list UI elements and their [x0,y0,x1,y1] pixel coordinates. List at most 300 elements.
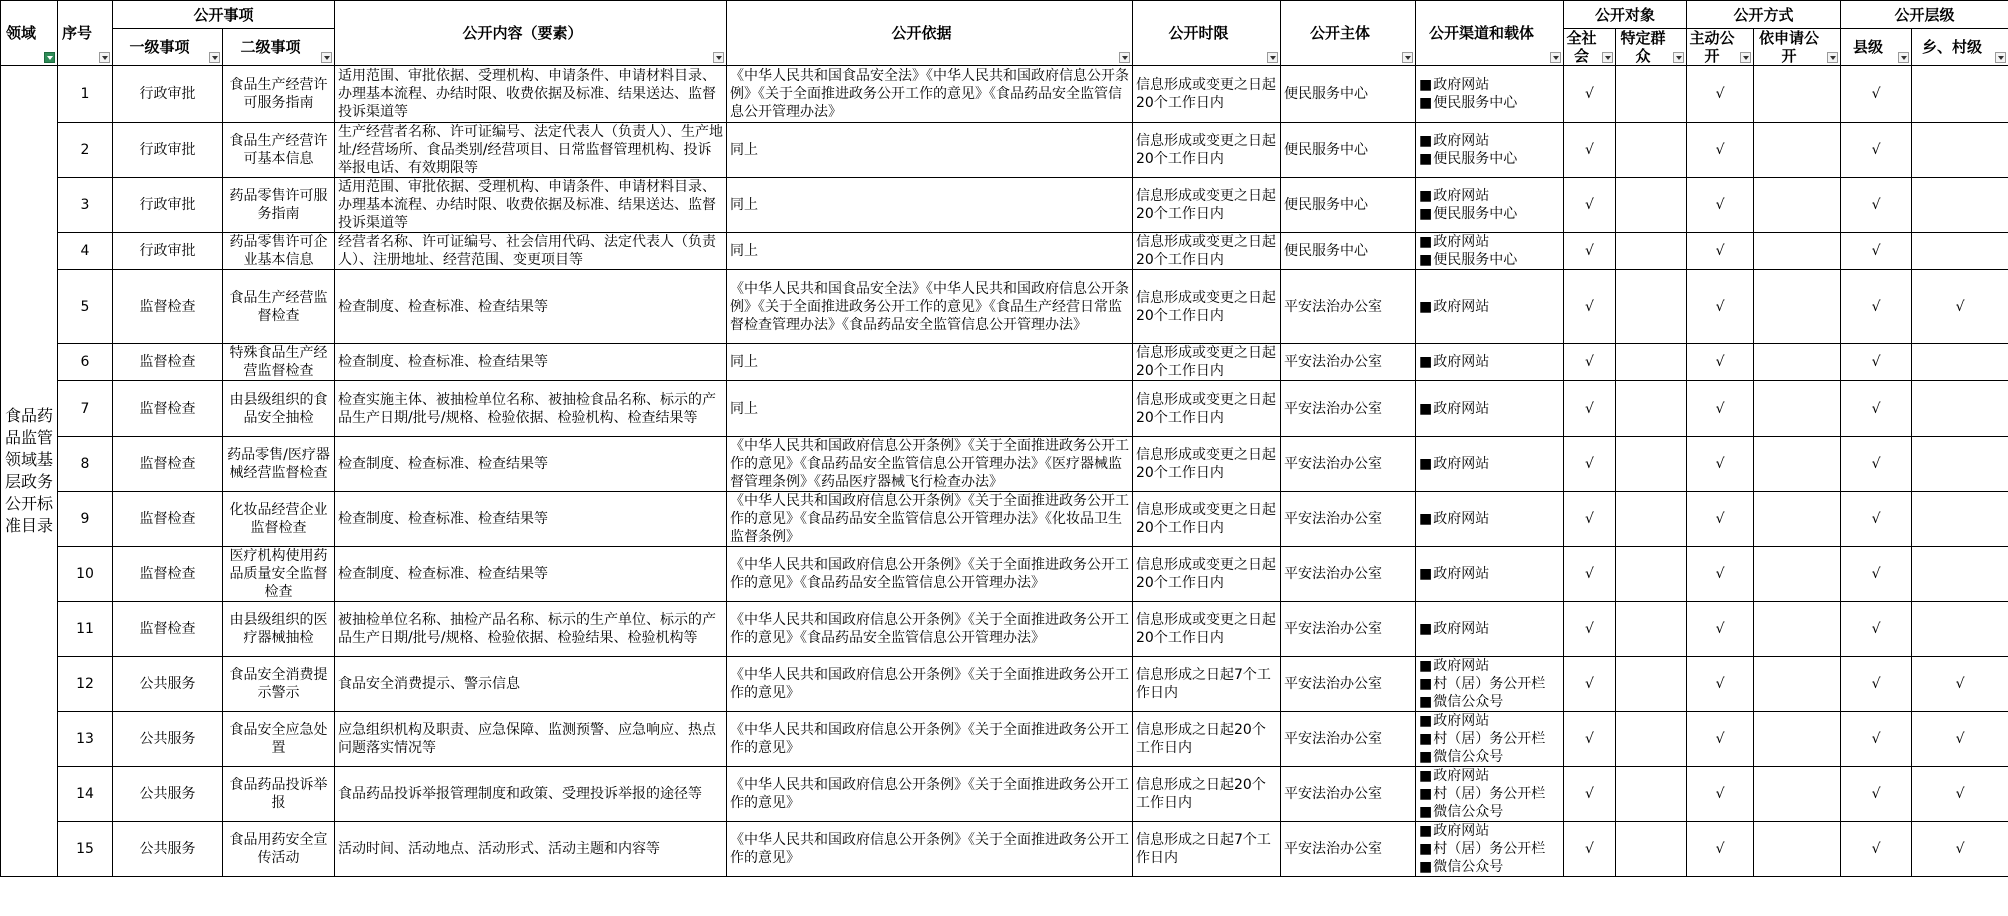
content-cell[interactable]: 适用范围、审批依据、受理机构、申请条件、申请材料目录、办理基本流程、办结时限、收费依据及标准、结果送达、监督投诉渠道等 [335,178,727,233]
basis-cell[interactable]: 《中华人民共和国政府信息公开条例》《关于全面推进政务公开工作的意见》《食品药品安全监管信息公开管理办法》 [727,602,1133,657]
seq-cell[interactable]: 12 [58,657,113,712]
level1-cell[interactable]: 公共服务 [113,767,223,822]
filter-dropdown-icon[interactable] [321,52,332,63]
subject-cell[interactable]: 平安法治办公室 [1281,270,1416,344]
check-cell-village[interactable] [1912,492,2008,547]
check-mark-icon: √ [1871,511,1881,527]
time-cell[interactable]: 信息形成或变更之日起20个工作日内 [1133,547,1281,602]
filter-dropdown-icon[interactable] [1898,52,1909,63]
header-layer-village: 乡、村级 [1912,29,2008,66]
seq-cell[interactable]: 7 [58,381,113,437]
channel-cell[interactable] [1416,767,1564,822]
check-cell-apply[interactable] [1754,712,1841,767]
channel-cell[interactable] [1416,602,1564,657]
check-cell-apply[interactable] [1754,767,1841,822]
check-cell-all[interactable] [1564,178,1616,233]
level1-cell[interactable]: 行政审批 [113,123,223,178]
subject-cell[interactable]: 平安法治办公室 [1281,602,1416,657]
table-row [1,381,2008,437]
channel-item: ■ 政府网站 [1419,767,1560,785]
check-cell-all[interactable] [1564,437,1616,492]
channel-item: ■ 村（居）务公开栏 [1419,840,1560,858]
check-mark-icon: √ [1585,243,1594,259]
content-cell[interactable]: 活动时间、活动地点、活动形式、活动主题和内容等 [335,822,727,877]
channel-item: ■ 政府网站 [1419,510,1560,528]
check-mark-icon: √ [1585,86,1594,102]
header-domain: 领域 [1,1,58,66]
check-cell-village[interactable] [1912,767,2008,822]
table-row [1,492,2008,547]
filter-dropdown-icon[interactable] [209,52,220,63]
subject-cell[interactable]: 便民服务中心 [1281,178,1416,233]
channel-item: ■ 村（居）务公开栏 [1419,675,1560,693]
filter-dropdown-icon[interactable] [1827,52,1838,63]
check-cell-active[interactable] [1687,233,1754,270]
basis-cell[interactable]: 同上 [727,344,1133,381]
header-content: 公开内容（要素） [335,1,727,66]
check-cell-specific[interactable] [1616,437,1687,492]
check-mark-icon: √ [1715,243,1725,259]
check-cell-county[interactable] [1841,602,1912,657]
content-cell[interactable]: 检查制度、检查标准、检查结果等 [335,270,727,344]
channel-item: ■ 政府网站 [1419,455,1560,473]
check-mark-icon: √ [1715,621,1725,637]
level2-cell[interactable]: 特殊食品生产经营监督检查 [223,344,335,381]
check-cell-specific[interactable] [1616,657,1687,712]
content-cell[interactable]: 检查制度、检查标准、检查结果等 [335,547,727,602]
seq-cell[interactable]: 8 [58,437,113,492]
channel-item: ■ 政府网站 [1419,620,1560,638]
seq-cell[interactable]: 9 [58,492,113,547]
seq-cell[interactable]: 11 [58,602,113,657]
content-cell[interactable]: 检查制度、检查标准、检查结果等 [335,492,727,547]
subject-cell[interactable]: 便民服务中心 [1281,233,1416,270]
level2-cell[interactable]: 医疗机构使用药品质量安全监督检查 [223,547,335,602]
check-cell-active[interactable] [1687,822,1754,877]
table-row [1,270,2008,344]
check-cell-county[interactable] [1841,822,1912,877]
content-cell[interactable]: 生产经营者名称、许可证编号、法定代表人（负责人）、生产地址/经营场所、食品类别/经营项目、日常监督管理机构、投诉举报电话、有效期限等 [335,123,727,178]
table-row [1,657,2008,712]
level1-cell[interactable]: 公共服务 [113,712,223,767]
content-cell[interactable]: 被抽检单位名称、抽检产品名称、标示的生产单位、标示的产品生产日期/批号/规格、检验依据、检验结果、检验机构等 [335,602,727,657]
header-method-apply: 依申请公开 [1754,29,1841,66]
time-cell[interactable]: 信息形成或变更之日起20个工作日内 [1133,123,1281,178]
check-cell-active[interactable] [1687,437,1754,492]
check-cell-village[interactable] [1912,233,2008,270]
channel-cell[interactable] [1416,437,1564,492]
check-cell-village[interactable] [1912,602,2008,657]
check-cell-specific[interactable] [1616,233,1687,270]
check-cell-active[interactable] [1687,712,1754,767]
basis-cell[interactable]: 同上 [727,178,1133,233]
channel-item: ■ 微信公众号 [1419,748,1560,766]
basis-cell[interactable]: 同上 [727,233,1133,270]
check-mark-icon: √ [1715,86,1725,102]
content-cell[interactable]: 适用范围、审批依据、受理机构、申请条件、申请材料目录、办理基本流程、办结时限、收费依据及标准、结果送达、监督投诉渠道等 [335,66,727,123]
check-cell-active[interactable] [1687,657,1754,712]
level2-cell[interactable]: 食品生产经营许可服务指南 [223,66,335,123]
filter-dropdown-icon[interactable] [1402,52,1413,63]
check-cell-apply[interactable] [1754,233,1841,270]
check-mark-icon: √ [1585,676,1594,692]
check-cell-village[interactable] [1912,270,2008,344]
basis-cell[interactable]: 同上 [727,123,1133,178]
check-mark-icon: √ [1871,456,1881,472]
check-cell-active[interactable] [1687,123,1754,178]
channel-cell[interactable] [1416,344,1564,381]
channel-cell[interactable] [1416,492,1564,547]
check-cell-apply[interactable] [1754,657,1841,712]
check-cell-village[interactable] [1912,437,2008,492]
check-cell-active[interactable] [1687,767,1754,822]
check-cell-specific[interactable] [1616,123,1687,178]
check-cell-all[interactable] [1564,602,1616,657]
level2-cell[interactable]: 由县级组织的医疗器械抽检 [223,602,335,657]
check-cell-apply[interactable] [1754,602,1841,657]
time-cell[interactable]: 信息形成或变更之日起20个工作日内 [1133,178,1281,233]
check-mark-icon: √ [1715,841,1725,857]
seq-cell[interactable]: 2 [58,123,113,178]
check-mark-icon: √ [1715,354,1725,370]
filter-active-icon[interactable] [44,52,55,63]
channel-item: ■ 政府网站 [1419,132,1560,150]
level2-cell[interactable]: 食品安全消费提示警示 [223,657,335,712]
check-cell-county[interactable] [1841,657,1912,712]
channel-item: ■ 政府网站 [1419,565,1560,583]
channel-item: ■ 微信公众号 [1419,858,1560,876]
channel-cell[interactable] [1416,547,1564,602]
check-cell-all[interactable] [1564,492,1616,547]
check-mark-icon: √ [1955,676,1965,692]
check-cell-county[interactable] [1841,178,1912,233]
check-cell-active[interactable] [1687,547,1754,602]
subject-cell[interactable]: 平安法治办公室 [1281,657,1416,712]
level1-cell[interactable]: 行政审批 [113,66,223,123]
channel-item: ■ 政府网站 [1419,400,1560,418]
time-cell[interactable]: 信息形成或变更之日起20个工作日内 [1133,602,1281,657]
basis-cell[interactable]: 《中华人民共和国政府信息公开条例》《关于全面推进政务公开工作的意见》 [727,712,1133,767]
subject-cell[interactable]: 平安法治办公室 [1281,381,1416,437]
check-mark-icon: √ [1715,298,1725,315]
level1-cell[interactable]: 监督检查 [113,344,223,381]
check-mark-icon: √ [1871,566,1881,582]
check-mark-icon: √ [1955,731,1965,747]
domain-cell[interactable]: 食品药品监管领域基层政务公开标准目录 [1,66,58,877]
time-cell[interactable]: 信息形成之日起20个工作日内 [1133,767,1281,822]
check-cell-village[interactable] [1912,712,2008,767]
check-cell-village[interactable] [1912,547,2008,602]
content-cell[interactable]: 检查制度、检查标准、检查结果等 [335,344,727,381]
check-cell-active[interactable] [1687,66,1754,123]
check-mark-icon: √ [1585,511,1594,527]
check-cell-village[interactable] [1912,178,2008,233]
check-mark-icon: √ [1871,676,1881,692]
filter-dropdown-icon[interactable] [1602,52,1613,63]
check-mark-icon: √ [1715,566,1725,582]
filter-dropdown-icon[interactable] [1550,52,1561,63]
basis-cell[interactable]: 《中华人民共和国食品安全法》《中华人民共和国政府信息公开条例》《关于全面推进政务公开工作的意见》《食品药品安全监管信息公开管理办法》 [727,66,1133,123]
check-cell-apply[interactable] [1754,344,1841,381]
time-cell[interactable]: 信息形成或变更之日起20个工作日内 [1133,233,1281,270]
check-cell-village[interactable] [1912,822,2008,877]
filter-dropdown-icon[interactable] [99,52,110,63]
check-cell-active[interactable] [1687,344,1754,381]
channel-cell[interactable] [1416,66,1564,123]
check-cell-apply[interactable] [1754,123,1841,178]
check-cell-county[interactable] [1841,233,1912,270]
check-cell-apply[interactable] [1754,492,1841,547]
header-target-all: 全社会 [1564,29,1616,66]
basis-cell[interactable]: 《中华人民共和国政府信息公开条例》《关于全面推进政务公开工作的意见》《食品药品安全监管信息公开管理办法》《医疗器械监督管理条例》《药品医疗器械飞行检查办法》 [727,437,1133,492]
channel-item: ■ 政府网站 [1419,822,1560,840]
channel-item: ■ 微信公众号 [1419,803,1560,821]
time-cell[interactable]: 信息形成之日起20个工作日内 [1133,712,1281,767]
time-cell[interactable]: 信息形成或变更之日起20个工作日内 [1133,381,1281,437]
check-cell-active[interactable] [1687,602,1754,657]
basis-cell[interactable]: 同上 [727,381,1133,437]
content-cell[interactable]: 检查实施主体、被抽检单位名称、被抽检食品名称、标示的产品生产日期/批号/规格、检验依据、检验机构、检查结果等 [335,381,727,437]
content-cell[interactable]: 应急组织机构及职责、应急保障、监测预警、应急响应、热点问题落实情况等 [335,712,727,767]
seq-cell[interactable]: 5 [58,270,113,344]
subject-cell[interactable]: 平安法治办公室 [1281,767,1416,822]
table-row [1,178,2008,233]
time-cell[interactable]: 信息形成之日起7个工作日内 [1133,657,1281,712]
filter-dropdown-icon[interactable] [1673,52,1684,63]
check-cell-all[interactable] [1564,270,1616,344]
seq-cell[interactable]: 10 [58,547,113,602]
time-cell[interactable]: 信息形成或变更之日起20个工作日内 [1133,66,1281,123]
check-cell-all[interactable] [1564,547,1616,602]
content-cell[interactable]: 食品安全消费提示、警示信息 [335,657,727,712]
check-cell-village[interactable] [1912,123,2008,178]
channel-cell[interactable] [1416,123,1564,178]
channel-item: ■ 便民服务中心 [1419,251,1560,269]
check-mark-icon: √ [1585,400,1594,417]
check-mark-icon: √ [1871,621,1881,637]
check-cell-county[interactable] [1841,492,1912,547]
basis-cell[interactable]: 《中华人民共和国政府信息公开条例》《关于全面推进政务公开工作的意见》 [727,767,1133,822]
seq-cell[interactable]: 6 [58,344,113,381]
time-cell[interactable]: 信息形成或变更之日起20个工作日内 [1133,344,1281,381]
check-cell-specific[interactable] [1616,270,1687,344]
check-mark-icon: √ [1585,354,1594,370]
check-cell-apply[interactable] [1754,381,1841,437]
level1-cell[interactable]: 监督检查 [113,270,223,344]
filter-dropdown-icon[interactable] [1267,52,1278,63]
check-cell-county[interactable] [1841,123,1912,178]
check-cell-apply[interactable] [1754,270,1841,344]
check-cell-village[interactable] [1912,66,2008,123]
filter-dropdown-icon[interactable] [1995,52,2006,63]
subject-cell[interactable]: 平安法治办公室 [1281,547,1416,602]
subject-cell[interactable]: 平安法治办公室 [1281,492,1416,547]
check-cell-all[interactable] [1564,344,1616,381]
channel-cell[interactable] [1416,178,1564,233]
check-cell-all[interactable] [1564,66,1616,123]
subject-cell[interactable]: 便民服务中心 [1281,123,1416,178]
level2-cell[interactable]: 化妆品经营企业监督检查 [223,492,335,547]
basis-cell[interactable]: 《中华人民共和国政府信息公开条例》《关于全面推进政务公开工作的意见》 [727,657,1133,712]
check-cell-village[interactable] [1912,381,2008,437]
level1-cell[interactable]: 公共服务 [113,822,223,877]
basis-cell[interactable]: 《中华人民共和国政府信息公开条例》《关于全面推进政务公开工作的意见》 [727,822,1133,877]
check-mark-icon: √ [1715,676,1725,692]
check-cell-all[interactable] [1564,767,1616,822]
level1-cell[interactable]: 监督检查 [113,547,223,602]
check-cell-county[interactable] [1841,712,1912,767]
check-cell-active[interactable] [1687,270,1754,344]
check-cell-county[interactable] [1841,270,1912,344]
check-mark-icon: √ [1585,197,1594,213]
check-cell-county[interactable] [1841,437,1912,492]
level2-cell[interactable]: 食品生产经营监督检查 [223,270,335,344]
check-cell-county[interactable] [1841,344,1912,381]
channel-cell[interactable] [1416,822,1564,877]
basis-cell[interactable]: 《中华人民共和国政府信息公开条例》《关于全面推进政务公开工作的意见》《食品药品安全监管信息公开管理办法》《化妆品卫生监督条例》 [727,492,1133,547]
level2-cell[interactable]: 药品零售许可企业基本信息 [223,233,335,270]
table-row [1,547,2008,602]
header-method-active: 主动公开 [1687,29,1754,66]
seq-cell[interactable]: 3 [58,178,113,233]
check-mark-icon: √ [1585,786,1594,802]
seq-cell[interactable]: 1 [58,66,113,123]
check-cell-apply[interactable] [1754,822,1841,877]
channel-item: ■ 政府网站 [1419,298,1560,316]
check-mark-icon: √ [1715,400,1725,417]
check-cell-specific[interactable] [1616,547,1687,602]
seq-cell[interactable]: 4 [58,233,113,270]
check-cell-active[interactable] [1687,178,1754,233]
check-mark-icon: √ [1715,456,1725,472]
channel-item: ■ 政府网站 [1419,712,1560,730]
level1-cell[interactable]: 监督检查 [113,381,223,437]
level1-cell[interactable]: 行政审批 [113,178,223,233]
filter-dropdown-icon[interactable] [713,52,724,63]
time-cell[interactable]: 信息形成或变更之日起20个工作日内 [1133,437,1281,492]
check-cell-specific[interactable] [1616,381,1687,437]
table-row [1,712,2008,767]
check-cell-specific[interactable] [1616,767,1687,822]
header-target-specific: 特定群众 [1616,29,1687,66]
check-mark-icon: √ [1585,456,1594,472]
check-mark-icon: √ [1715,197,1725,213]
check-cell-active[interactable] [1687,492,1754,547]
subject-cell[interactable]: 平安法治办公室 [1281,344,1416,381]
content-cell[interactable]: 经营者名称、许可证编号、社会信用代码、法定代表人（负责人）、注册地址、经营范围、变更项目等 [335,233,727,270]
check-cell-active[interactable] [1687,381,1754,437]
filter-dropdown-icon[interactable] [1119,52,1130,63]
channel-cell[interactable] [1416,233,1564,270]
check-cell-all[interactable] [1564,233,1616,270]
check-mark-icon: √ [1871,197,1881,213]
channel-item: ■ 村（居）务公开栏 [1419,785,1560,803]
table-row [1,602,2008,657]
channel-item: ■ 政府网站 [1419,76,1560,94]
content-cell[interactable]: 检查制度、检查标准、检查结果等 [335,437,727,492]
check-cell-all[interactable] [1564,822,1616,877]
check-cell-all[interactable] [1564,657,1616,712]
level2-cell[interactable]: 食品生产经营许可基本信息 [223,123,335,178]
seq-cell[interactable]: 13 [58,712,113,767]
seq-cell[interactable]: 15 [58,822,113,877]
basis-cell[interactable]: 《中华人民共和国食品安全法》《中华人民共和国政府信息公开条例》《关于全面推进政务公开工作的意见》《食品生产经营日常监督检查管理办法》《食品药品安全监管信息公开管理办法》 [727,270,1133,344]
check-mark-icon: √ [1585,731,1594,747]
channel-cell[interactable] [1416,712,1564,767]
level2-cell[interactable]: 食品安全应急处置 [223,712,335,767]
seq-cell[interactable]: 14 [58,767,113,822]
level1-cell[interactable]: 公共服务 [113,657,223,712]
subject-cell[interactable]: 平安法治办公室 [1281,437,1416,492]
time-cell[interactable]: 信息形成或变更之日起20个工作日内 [1133,270,1281,344]
subject-cell[interactable]: 平安法治办公室 [1281,712,1416,767]
check-cell-apply[interactable] [1754,66,1841,123]
check-cell-county[interactable] [1841,547,1912,602]
check-cell-specific[interactable] [1616,602,1687,657]
header-subject: 公开主体 [1281,1,1416,66]
level1-cell[interactable]: 监督检查 [113,437,223,492]
channel-cell[interactable] [1416,270,1564,344]
header-channel: 公开渠道和载体 [1416,1,1564,66]
check-mark-icon: √ [1871,400,1881,417]
check-cell-apply[interactable] [1754,437,1841,492]
check-cell-specific[interactable] [1616,344,1687,381]
time-cell[interactable]: 信息形成或变更之日起20个工作日内 [1133,492,1281,547]
subject-cell[interactable]: 便民服务中心 [1281,66,1416,123]
check-cell-all[interactable] [1564,712,1616,767]
check-mark-icon: √ [1955,786,1965,802]
check-cell-village[interactable] [1912,657,2008,712]
check-cell-all[interactable] [1564,381,1616,437]
check-cell-county[interactable] [1841,66,1912,123]
table-row [1,233,2008,270]
content-cell[interactable]: 食品药品投诉举报管理制度和政策、受理投诉举报的途径等 [335,767,727,822]
check-cell-specific[interactable] [1616,66,1687,123]
check-cell-apply[interactable] [1754,178,1841,233]
check-cell-village[interactable] [1912,344,2008,381]
table-row [1,123,2008,178]
level2-cell[interactable]: 食品用药安全宣传活动 [223,822,335,877]
filter-dropdown-icon[interactable] [1740,52,1751,63]
check-cell-specific[interactable] [1616,492,1687,547]
level2-cell[interactable]: 药品零售/医疗器械经营监督检查 [223,437,335,492]
check-cell-all[interactable] [1564,123,1616,178]
check-cell-specific[interactable] [1616,178,1687,233]
header-seq: 序号 [58,1,113,66]
check-cell-county[interactable] [1841,381,1912,437]
level2-cell[interactable]: 食品药品投诉举报 [223,767,335,822]
level2-cell[interactable]: 药品零售许可服务指南 [223,178,335,233]
subject-cell[interactable]: 平安法治办公室 [1281,822,1416,877]
level1-cell[interactable]: 监督检查 [113,492,223,547]
check-mark-icon: √ [1871,731,1881,747]
check-mark-icon: √ [1871,86,1881,102]
check-mark-icon: √ [1871,298,1881,315]
channel-cell[interactable] [1416,657,1564,712]
basis-cell[interactable]: 《中华人民共和国政府信息公开条例》《关于全面推进政务公开工作的意见》《食品药品安全监管信息公开管理办法》 [727,547,1133,602]
check-cell-county[interactable] [1841,767,1912,822]
time-cell[interactable]: 信息形成之日起7个工作日内 [1133,822,1281,877]
channel-cell[interactable] [1416,381,1564,437]
level2-cell[interactable]: 由县级组织的食品安全抽检 [223,381,335,437]
check-cell-specific[interactable] [1616,712,1687,767]
check-mark-icon: √ [1585,298,1594,315]
level1-cell[interactable]: 监督检查 [113,602,223,657]
check-cell-apply[interactable] [1754,547,1841,602]
channel-item: ■ 政府网站 [1419,187,1560,205]
check-cell-specific[interactable] [1616,822,1687,877]
level1-cell[interactable]: 行政审批 [113,233,223,270]
